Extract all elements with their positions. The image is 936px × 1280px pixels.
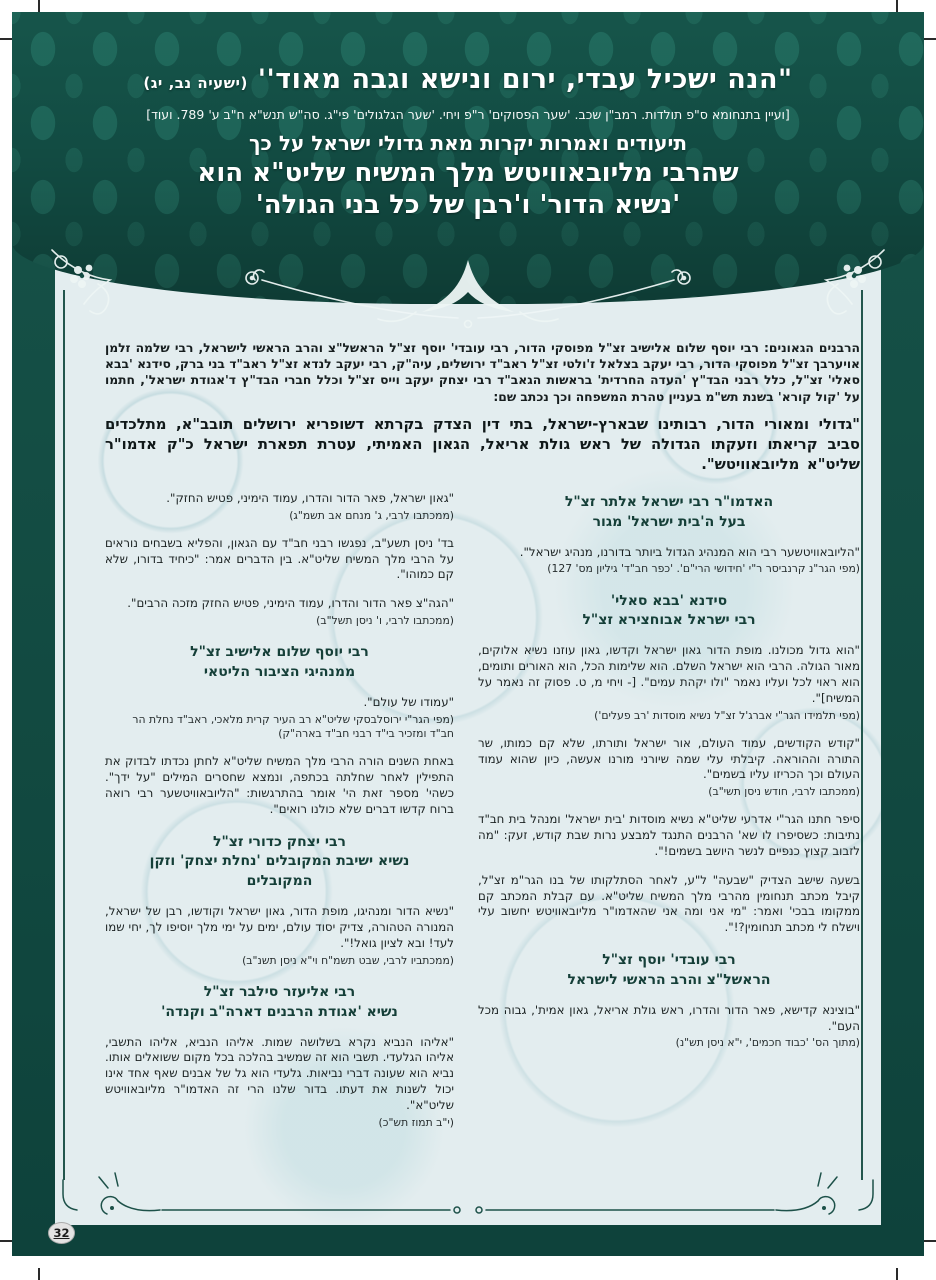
paragraph: בד' ניסן תשע"ב, נפגשו רבני חב"ד עם הגאון, והפליא בשבחים נוראים על הרבי מלך המשיח שליט"א. בין הדברים אמר: "כיחיד בדורו, שלא קם כמוהו". xyxy=(105,535,454,582)
crop-mark xyxy=(896,1268,898,1280)
section-heading-line: רבי ישראל אבוחצירא זצ"ל xyxy=(582,612,756,629)
quote-text: "גאון ישראל, פאר הדור והדרו, עמוד הימיני, פטיש החזק". xyxy=(166,490,454,505)
source-citation: (י"ב תמוז תש"כ) xyxy=(378,1115,454,1129)
section-heading xyxy=(496,493,842,533)
source-citation: (מפי הגר"י ירוסלבסקי שליט"א רב העיר קרית מלאכי, ראב"ד נחלת הר חב"ד ומזכיר בי"ד רבני חב"ד בארה"ק) xyxy=(132,712,454,741)
column-right xyxy=(478,491,860,1064)
section-heading xyxy=(123,983,436,1023)
paragraph: בשעה שישב הצדיק "שבעה" ל"ע, לאחר הסתלקותו של בנו הגר"מ זצ"ל, קיבל מכתב תנחומין מהרבי מלך המשיח שליט"א. עם קבלת המכתב קם ממקומו בבכי' ואמר: "מי אני ומה אני שהאדמו"ר מליובאוויטש יחשוב עלי וישלח לי מכתב תנחומין?!". xyxy=(478,872,860,935)
section-heading-line: הראשל"צ והרב הראשי לישראל xyxy=(567,971,771,988)
crop-mark xyxy=(38,1268,40,1280)
page-number-badge: 32 xyxy=(48,1222,75,1244)
source-citation: (ממכתבו לרבי, חודש ניסן תשי"ב) xyxy=(708,785,860,799)
crop-mark xyxy=(896,0,898,12)
section-heading xyxy=(123,643,436,683)
intro-paragraph-1: הרבנים הגאונים: רבי יוסף שלום אלישיב זצ"ל מפוסקי הדור, רבי עובדי' יוסף זצ"ל הראשל"צ והרב הראשי לישראל, רבי שלמה זלמן אויערבך זצ"ל מפוסקי הדור, רבי יעקב בצלאל ז'ולטי זצ"ל ראב"ד ירושלים, עיה"ק, רבי יעקב לנדא זצ"ל ראב"ד בני ברק, סידנא 'בבא סאלי' זצ"ל, כלל רבני הבד"ץ 'העדה החרדית' בראשות הגאב"ד רבי יצחק יעקב וייס זצ"ל וכלל חברי הבד"ץ ד'אגודת ישראל', חתמו על 'קול קורא' בשנת תש"מ בעניין טהרת המשפחה וכך נכתב שם: xyxy=(105,341,860,404)
quote-text: "הוא גדול מכולנו. מופת הדור גאון ישראל וקדשו, גאון עוזנו נשיא אלוקים, מאור הגולה. הרבי הוא ישראל השלם. הוא שלימות הכל, הוא האורים ותומים, הוא ראוי לכל ועליו נאמר "ולו יקהת עמים". [- ויחי מ, ט. פסוק זה נאמר על המשיח]". xyxy=(478,643,860,705)
section-heading-line: נשיא 'אגודת הרבנים דארה"ב וקנדה' xyxy=(161,1003,398,1020)
source-citation: (ממכתבו לרבי, ג' מנחם אב תשמ"ג) xyxy=(289,508,454,522)
source-citation: (מפי הגר"נ קרנביסר ר"י 'חידושי הרי"ם'. 'כפר חב"ד' גיליון מס' 127) xyxy=(547,562,860,576)
section-heading-line: רבי עובדי' יוסף זצ"ל xyxy=(602,951,736,968)
section-heading xyxy=(496,951,842,991)
verse-reference: (ישעיה נב, יג) xyxy=(143,74,248,92)
subtitle-line-3: 'נשיא הדור' ו'רבן של כל בני הגולה' xyxy=(255,190,681,220)
quote-text: "הגה"צ פאר הדור והדרו, עמוד הימיני, פטיש החזק מזכה הרבים". xyxy=(127,596,454,611)
section-heading-line: רבי יצחק כדורי זצ"ל xyxy=(213,833,346,850)
quote-text: "אליהו הנביא נקרא בשלושה שמות. אליהו הנביא, אליהו התשבי, אליהו הגלעדי. תשבי הוא זה שמשיב בהלכה בכל מקום ששואלים אותו. נביא הוא שעונה דברי נביאות. גלעדי הוא גל של אבנים שאף אחד אינו יכול לשנות את דעתו. בדור שלנו הרי זה האדמו"ר מליובאוויטש שליט"א". xyxy=(105,1034,454,1112)
quote-text: "נשיא הדור ומנהיגו, מופת הדור, גאון ישראל וקודשו, רבן של ישראל, המנורה הטהורה, צדיק יסוד עולם, ימים על ימי מלך יוסיפו לך, יחי שמו לעד! ובא לציון גואל!". xyxy=(105,904,454,950)
sources-note: [ועיין בתנחומא ס"פ תולדות. רמב"ן שכב. 'שער הפסוקים' ר"פ ויחי. 'שער הגלגולים' פי"ג. סה"ש תנש"א ח"ב ע' 789. ועוד] xyxy=(146,107,790,122)
subtitle-line-1: תיעודים ואמרות יקרות מאת גדולי ישראל על כך xyxy=(249,131,687,155)
section-heading xyxy=(123,833,436,893)
source-citation: (מפי תלמידו הגר"י אברג'ל זצ"ל נשיא מוסדות 'רב פעלים') xyxy=(594,708,860,722)
paragraph: באחת השנים הורה הרבי מלך המשיח שליט"א לחתן נכדתו לבדוק את התפילין לאחר שחלתה בכתפה, ונמצא שחסרים המילים "על ידך". כשהי' מספר זאת הי' אומר בהתרגשות: "הליובאוויטשער רבי רואה ברוח קדשו דברים שלא כולנו רואים". xyxy=(105,754,454,816)
section-heading-line: בעל ה'בית ישראל' מגור xyxy=(592,513,746,530)
intro-paragraph-2: "גדולי ומאורי הדור, רבותינו שבארץ-ישראל, בתי דין הצדק בקרתא דשופריא ירושלים תובב"א, מתלכדים סביב קריאתו וזעקתו הגדולה של ראש גולת אריאל, הגאון האמיתי, עטרת תפארת ישראל כ"ק אדמו"ר שליט"א מליובאוויטש". xyxy=(105,415,860,473)
green-frame xyxy=(12,12,924,1256)
main-title-text: "הנה ישכיל עבדי, ירום ונישא וגבה מאוד'' xyxy=(257,64,793,95)
quote-text: "קודש הקודשים, עמוד העולם, אור ישראל ותורתו, שלא קם כמותו, שר התורה וההוראה. קיבלתי עלי שמה שיורני מורנו אעשה, כיון שהוא עמוד העולם וכך הכריזו עליו בשמים". xyxy=(478,735,860,782)
quote-text: "בוצינא קדישא, פאר הדור והדרו, ראש גולת אריאל, גאון אמית', גבוה מכל העם". xyxy=(478,1002,860,1033)
section-heading-line: ממנהיגי הציבור הליטאי xyxy=(203,664,356,681)
crop-mark xyxy=(38,0,40,12)
main-content xyxy=(105,340,860,1143)
frame-line-left xyxy=(63,290,65,1180)
crop-mark xyxy=(0,38,12,40)
section-heading-line: רבי יוסף שלום אלישיב זצ"ל xyxy=(190,644,369,661)
crop-mark xyxy=(924,1240,936,1242)
source-citation: (ממכתביו לרבי, שבט תשמ"ח וי"א ניסן תשנ"ב) xyxy=(242,953,454,967)
section-heading-line: נשיא ישיבת המקובלים 'נחלת יצחק' וזקן המקובלים xyxy=(149,853,410,890)
section-heading-line: סידנא 'בבא סאלי' xyxy=(610,592,728,609)
subtitle-line-2: שהרבי מליובאוויטש מלך המשיח שליט"א הוא xyxy=(197,158,739,188)
quote-text: "הליובאוויטשער רבי הוא המנהיג הגדול ביותר בדורנו, מנהיג ישראל". xyxy=(519,544,860,559)
main-title xyxy=(12,64,924,95)
section-heading-line: רבי אליעזר סילבר זצ"ל xyxy=(203,983,356,1000)
paragraph: סיפר חתנו הגר"י אדרעי שליט"א נשיא מוסדות 'בית ישראל' ומנהל בית חב"ד נתיבות: כשסיפרו לו שא' הרבנים התנגד למבצע נרות שבת קודש, זעק: "מה לזבוב קצוץ כנפיים לנשר היושב בשמים!". xyxy=(478,812,860,858)
poster-header xyxy=(12,12,924,220)
section-heading xyxy=(496,592,842,632)
quote-text: "עמודו של עולם". xyxy=(363,695,454,710)
source-citation: (מתוך הס' 'כבוד חכמים', י"א ניסן תש"נ) xyxy=(675,1036,860,1050)
crop-mark xyxy=(0,1240,12,1242)
frame-line-right xyxy=(861,290,863,1180)
crop-mark xyxy=(924,38,936,40)
columns xyxy=(105,491,860,1143)
source-citation: (ממכתבו לרבי, ו' ניסן תשל"ב) xyxy=(316,614,454,628)
column-left xyxy=(105,491,454,1143)
section-heading-line: האדמו"ר רבי ישראל אלתר זצ"ל xyxy=(564,493,774,510)
